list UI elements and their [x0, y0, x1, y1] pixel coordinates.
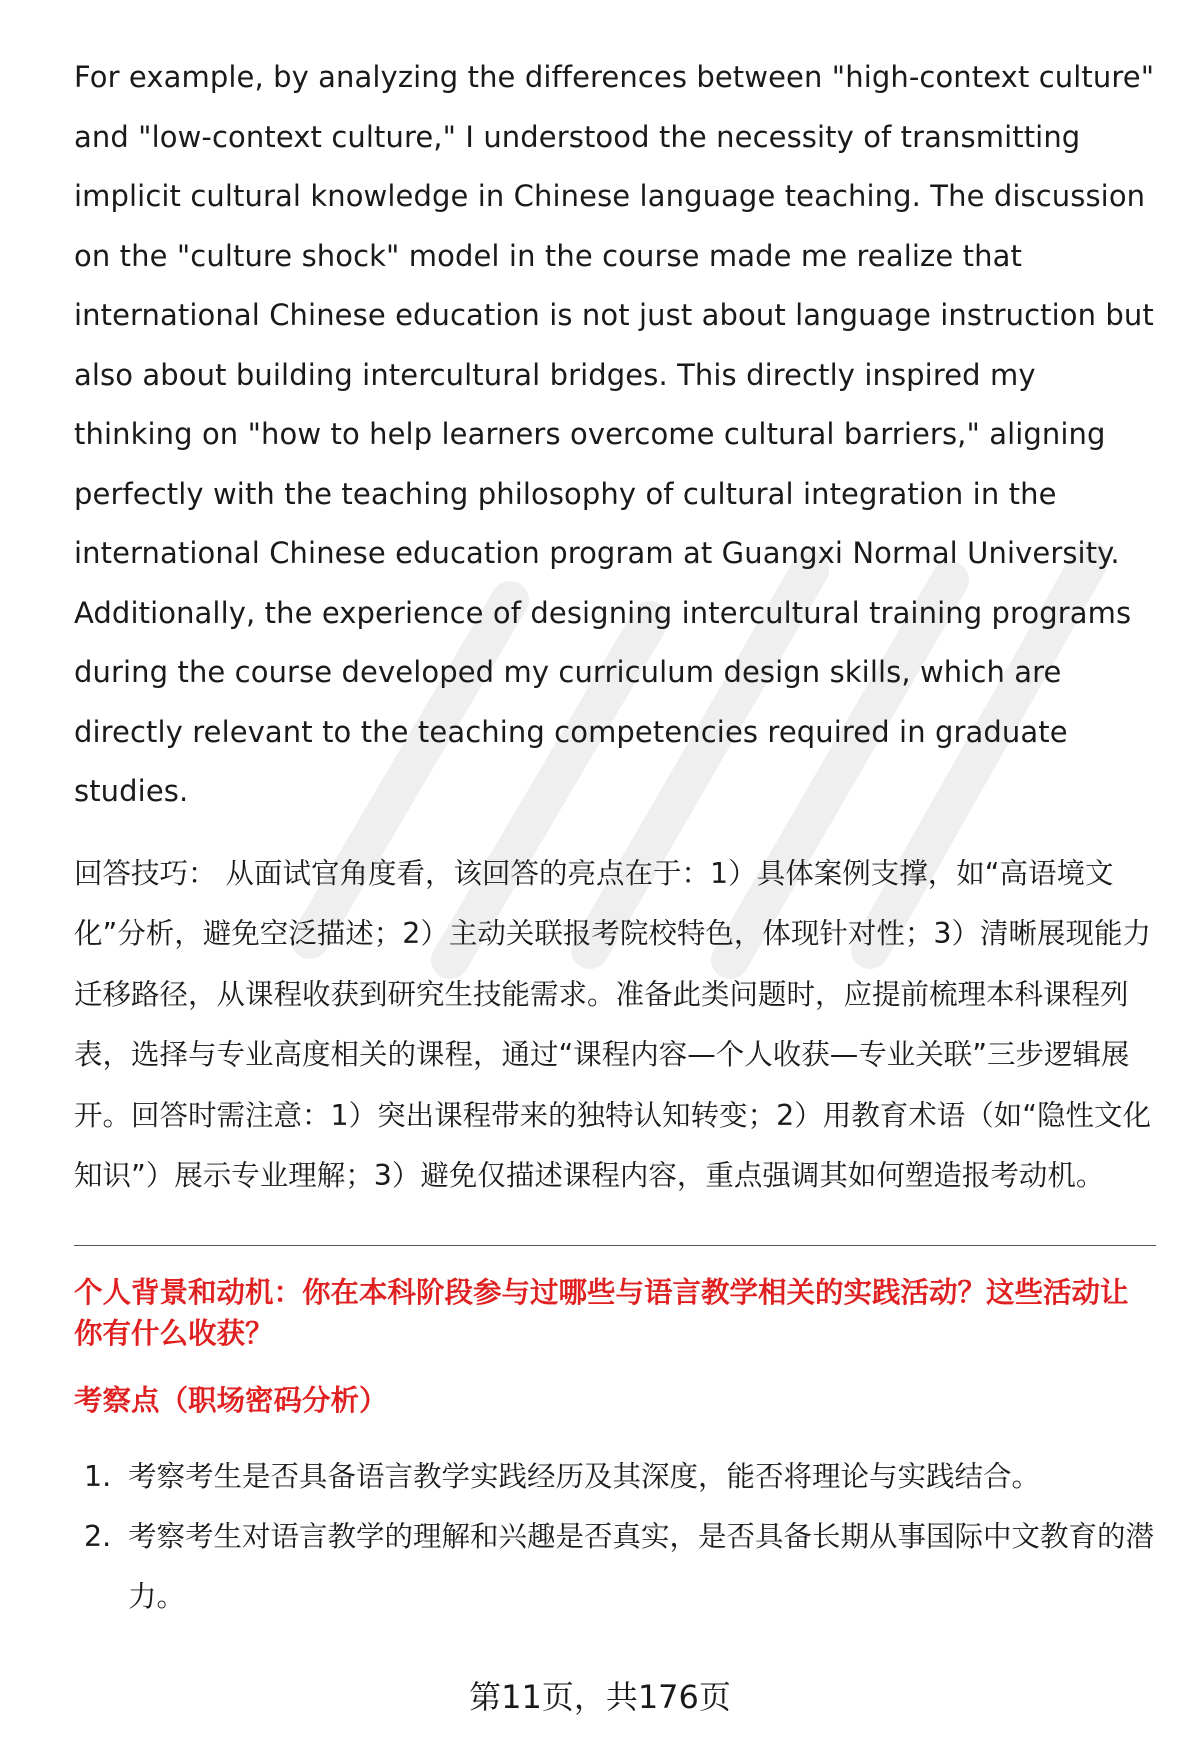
page-number-footer: 第11页，共176页 [469, 1678, 731, 1716]
list-item-text: 考察考生是否具备语言教学实践经历及其深度，能否将理论与实践结合。 [128, 1459, 1041, 1493]
list-item-text: 考察考生对语言教学的理解和兴趣是否真实，是否具备长期从事国际中文教育的潜力。 [128, 1519, 1155, 1613]
list-item [74, 1507, 1156, 1627]
section-divider [74, 1245, 1156, 1246]
assessment-points-list [74, 1447, 1156, 1627]
question-heading: 个人背景和动机：你在本科阶段参与过哪些与语言教学相关的实践活动？这些活动让你有什么收获？ [74, 1275, 1129, 1350]
answer-paragraph: For example, by analyzing the differences between "high-context culture" and "low-context culture," I understood the necessity of transmitting implicit cultural knowledge in Chinese language teaching. The discussion on the "culture shock" model in the course made me realize that international Chinese education is not just about language instruction but also about building intercultural bridges. This directly inspired my thinking on "how to help learners overcome cultural barriers," aligning perfectly with the teaching philosophy of cultural integration in the international Chinese education program at Guangxi Normal University. Additionally, the experience of designing intercultural training programs during the course developed my curriculum design skills, which are directly relevant to the teaching competencies required in graduate studies. [74, 60, 1155, 808]
answer-tips-paragraph: 回答技巧： 从面试官角度看，该回答的亮点在于：1）具体案例支撑，如“高语境文化”分析，避免空泛描述；2）主动关联报考院校特色，体现针对性；3）清晰展现能力迁移路径，从课程收获到研究生技能需求。准备此类问题时，应提前梳理本科课程列表，选择与专业高度相关的课程，通过“课程内容—个人收获—专业关联”三步逻辑展开。回答时需注意：1）突出课程带来的独特认知转变；2）用教育术语（如“隐性文化知识”）展示专业理解；3）避免仅描述课程内容，重点强调其如何塑造报考动机。 [74, 856, 1152, 1192]
content-area [74, 48, 1156, 1627]
list-item-number: 1. [84, 1459, 112, 1493]
list-item [74, 1447, 1156, 1507]
list-item-number: 2. [84, 1519, 112, 1553]
assessment-points-title: 考察点（职场密码分析） [74, 1383, 388, 1417]
